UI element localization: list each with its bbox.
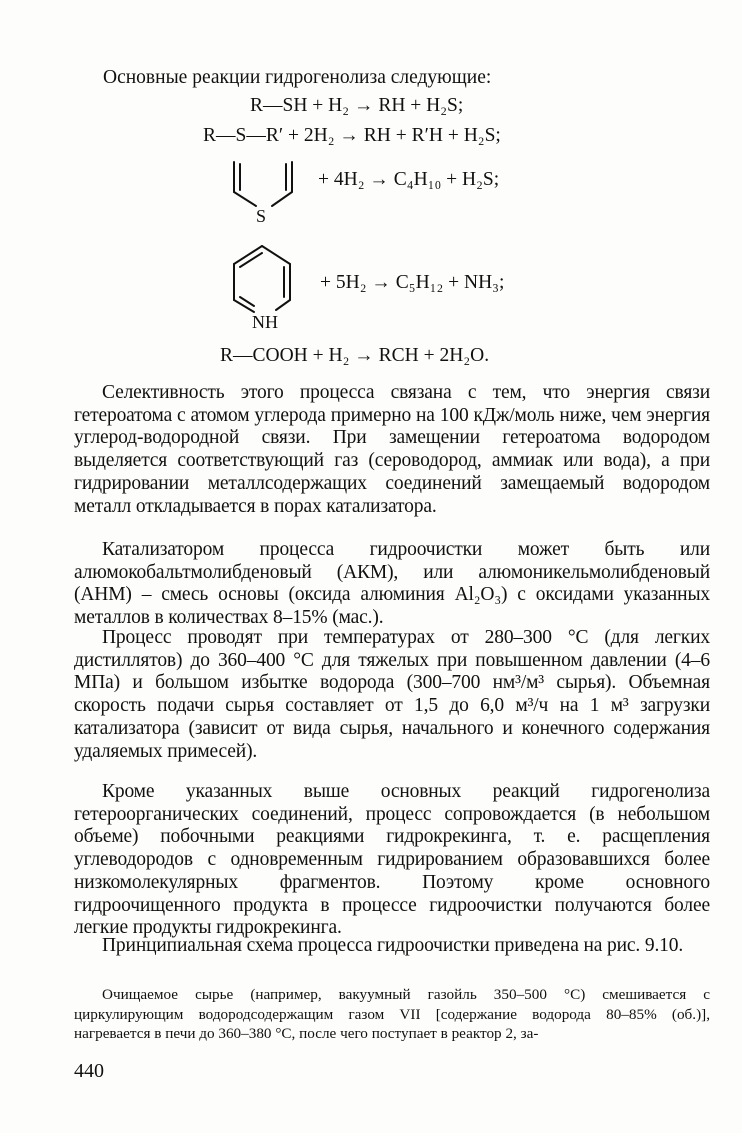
reaction-arrow: →: [369, 169, 389, 190]
equation-rhs: C₄H₁₀ + H₂S;: [393, 169, 500, 190]
process-description-small-print: Очищаемое сырье (например, вакуумный газойль 350–500 °С) смешивается с циркулирующим водородсодержащим газом VII [содержание водорода 80–85% (об.)], нагревается в печи до 360–380 °С, после чего поступает в реактор 2, за-: [74, 986, 710, 1042]
paragraph-selectivity: Селективность этого процесса связана с тем, что энергия связи гетероатома с атомом углерода примерно на 100 кДж/моль ниже, чем энергия углерод-водородной связи. При замещении гетероатома водородом выделяется соответствующий газ (сероводород, аммиак или вода), а при гидрировании металлсодержащих соединений замещаемый водородом металл откладывается в порах катализатора.: [74, 382, 710, 517]
paragraph-side-reactions: Кроме указанных выше основных реакций гидрогенолиза гетероорганических соединений, процесс сопровождается (в небольшом объеме) побочными реакциями гидрокрекинга, т. е. расщепления углеводородов с одновременным гидрированием образовавшихся более низкомолекулярных фрагментов. Поэтому кроме основного гидроочищенного продукта в процессе гидроочистки получаются более легкие продукты гидрокрекинга.: [74, 781, 710, 939]
equation-lhs: + 4H₂: [318, 169, 365, 190]
paragraph-scheme-reference: Принципиальная схема процесса гидроочистки приведена на рис. 9.10.: [102, 935, 684, 956]
equation-thiophene: [318, 168, 499, 192]
paragraph-catalyst: Катализатором процесса гидроочистки может быть или алюмокобальтмолибденовый (АКМ), или алюмоникельмолибденовый (АНМ) – смесь основы (оксида алюминия Al₂O₃) с оксидами указанных металлов в количествах 8–15% (мас.).: [74, 539, 710, 629]
thiophene-sulfur-label: S: [256, 206, 267, 226]
reaction-arrow: →: [353, 95, 374, 116]
equation-lhs: R—S—R′ + 2H₂: [203, 125, 335, 146]
paragraph-conditions: Процесс проводят при температурах от 280–300 °С (для легких дистиллятов) до 360–400 °С для тяжелых при повышенном давлении (4–6 МПа) и большом избытке водорода (300–700 нм³/м³ сырья). Объемная скорость подачи сырья составляет от 1,5 до 6,0 м³/ч на 1 м³ загрузки катализатора (зависит от вида сырья, начального и конечного содержания удаляемых примесей).: [74, 627, 710, 762]
pyridine-ring-structure: [224, 240, 314, 337]
equation-lhs: + 5H₂: [320, 272, 367, 293]
reaction-arrow: →: [339, 125, 359, 146]
thiophene-ring-structure: [226, 156, 306, 233]
equation-rhs: C₅H₁₂ + NH₃;: [395, 272, 505, 293]
equation-pyridine: [320, 271, 504, 295]
equation-rhs: RH + R′H + H₂S;: [363, 125, 501, 146]
page-number: 440: [74, 1060, 104, 1082]
reaction-arrow: →: [371, 272, 391, 293]
equation-thiol: [250, 94, 463, 118]
pyridine-nitrogen-label: NH: [252, 312, 278, 332]
equation-rhs: RH + H₂S;: [378, 95, 464, 116]
reactions-intro: Основные реакции гидрогенолиза следующие:: [103, 67, 492, 88]
reaction-arrow: →: [354, 345, 374, 366]
equation-rhs: RCH + 2H₂O.: [378, 345, 490, 366]
equation-lhs: R—SH + H₂: [250, 95, 350, 116]
equation-acid: [220, 344, 489, 368]
equation-sulfide: [203, 124, 501, 148]
equation-lhs: R—COOH + H₂: [220, 345, 350, 366]
